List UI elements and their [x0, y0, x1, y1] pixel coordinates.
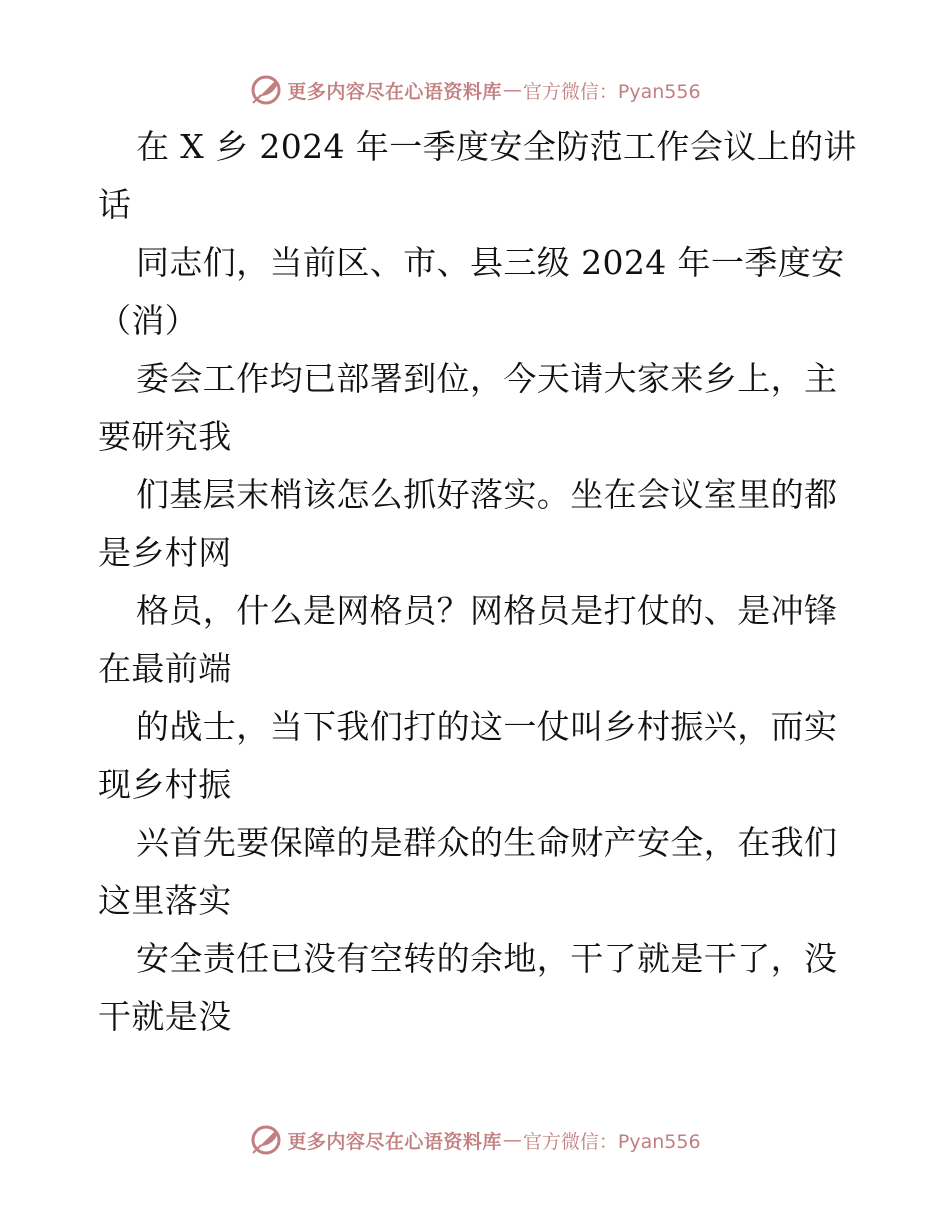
doc-line-9: 格员，什么是网格员？网格员是打仗的、是冲锋 [136, 591, 838, 630]
header-site-text: 更多内容尽在心语资料库 [287, 80, 502, 103]
header-banner [0, 70, 950, 110]
doc-line-1: 在 X 乡 2024 年一季度安全防范工作会议上的讲 [136, 127, 857, 166]
doc-line-5: 委会工作均已部署到位，今天请大家来乡上，主 [136, 359, 838, 398]
document-body [98, 118, 858, 1046]
footer-dash: — [502, 1129, 522, 1151]
feather-pen-logo-icon [249, 1123, 283, 1157]
doc-line-3: 同志们，当前区、市、县三级 2024 年一季度安 [136, 243, 845, 282]
header-wechat-text: 官方微信：Pyan556 [522, 80, 701, 103]
footer-wechat-text: 官方微信：Pyan556 [522, 1130, 701, 1153]
doc-line-10: 在最前端 [98, 649, 232, 688]
doc-line-4: （消） [98, 301, 199, 340]
doc-line-8: 是乡村网 [98, 533, 232, 572]
doc-line-12: 现乡村振 [98, 765, 232, 804]
doc-line-16: 干就是没 [98, 997, 232, 1036]
doc-line-11: 的战士，当下我们打的这一仗叫乡村振兴，而实 [136, 707, 838, 746]
footer-banner [0, 1120, 950, 1160]
doc-line-13: 兴首先要保障的是群众的生命财产安全，在我们 [136, 823, 838, 862]
doc-line-14: 这里落实 [98, 881, 232, 920]
feather-pen-logo-icon [249, 73, 283, 107]
doc-line-2: 话 [98, 185, 132, 224]
doc-line-7: 们基层末梢该怎么抓好落实。坐在会议室里的都 [136, 475, 838, 514]
doc-line-6: 要研究我 [98, 417, 232, 456]
doc-line-15: 安全责任已没有空转的余地，干了就是干了，没 [136, 939, 838, 978]
header-dash: — [502, 79, 522, 101]
footer-site-text: 更多内容尽在心语资料库 [287, 1130, 502, 1153]
